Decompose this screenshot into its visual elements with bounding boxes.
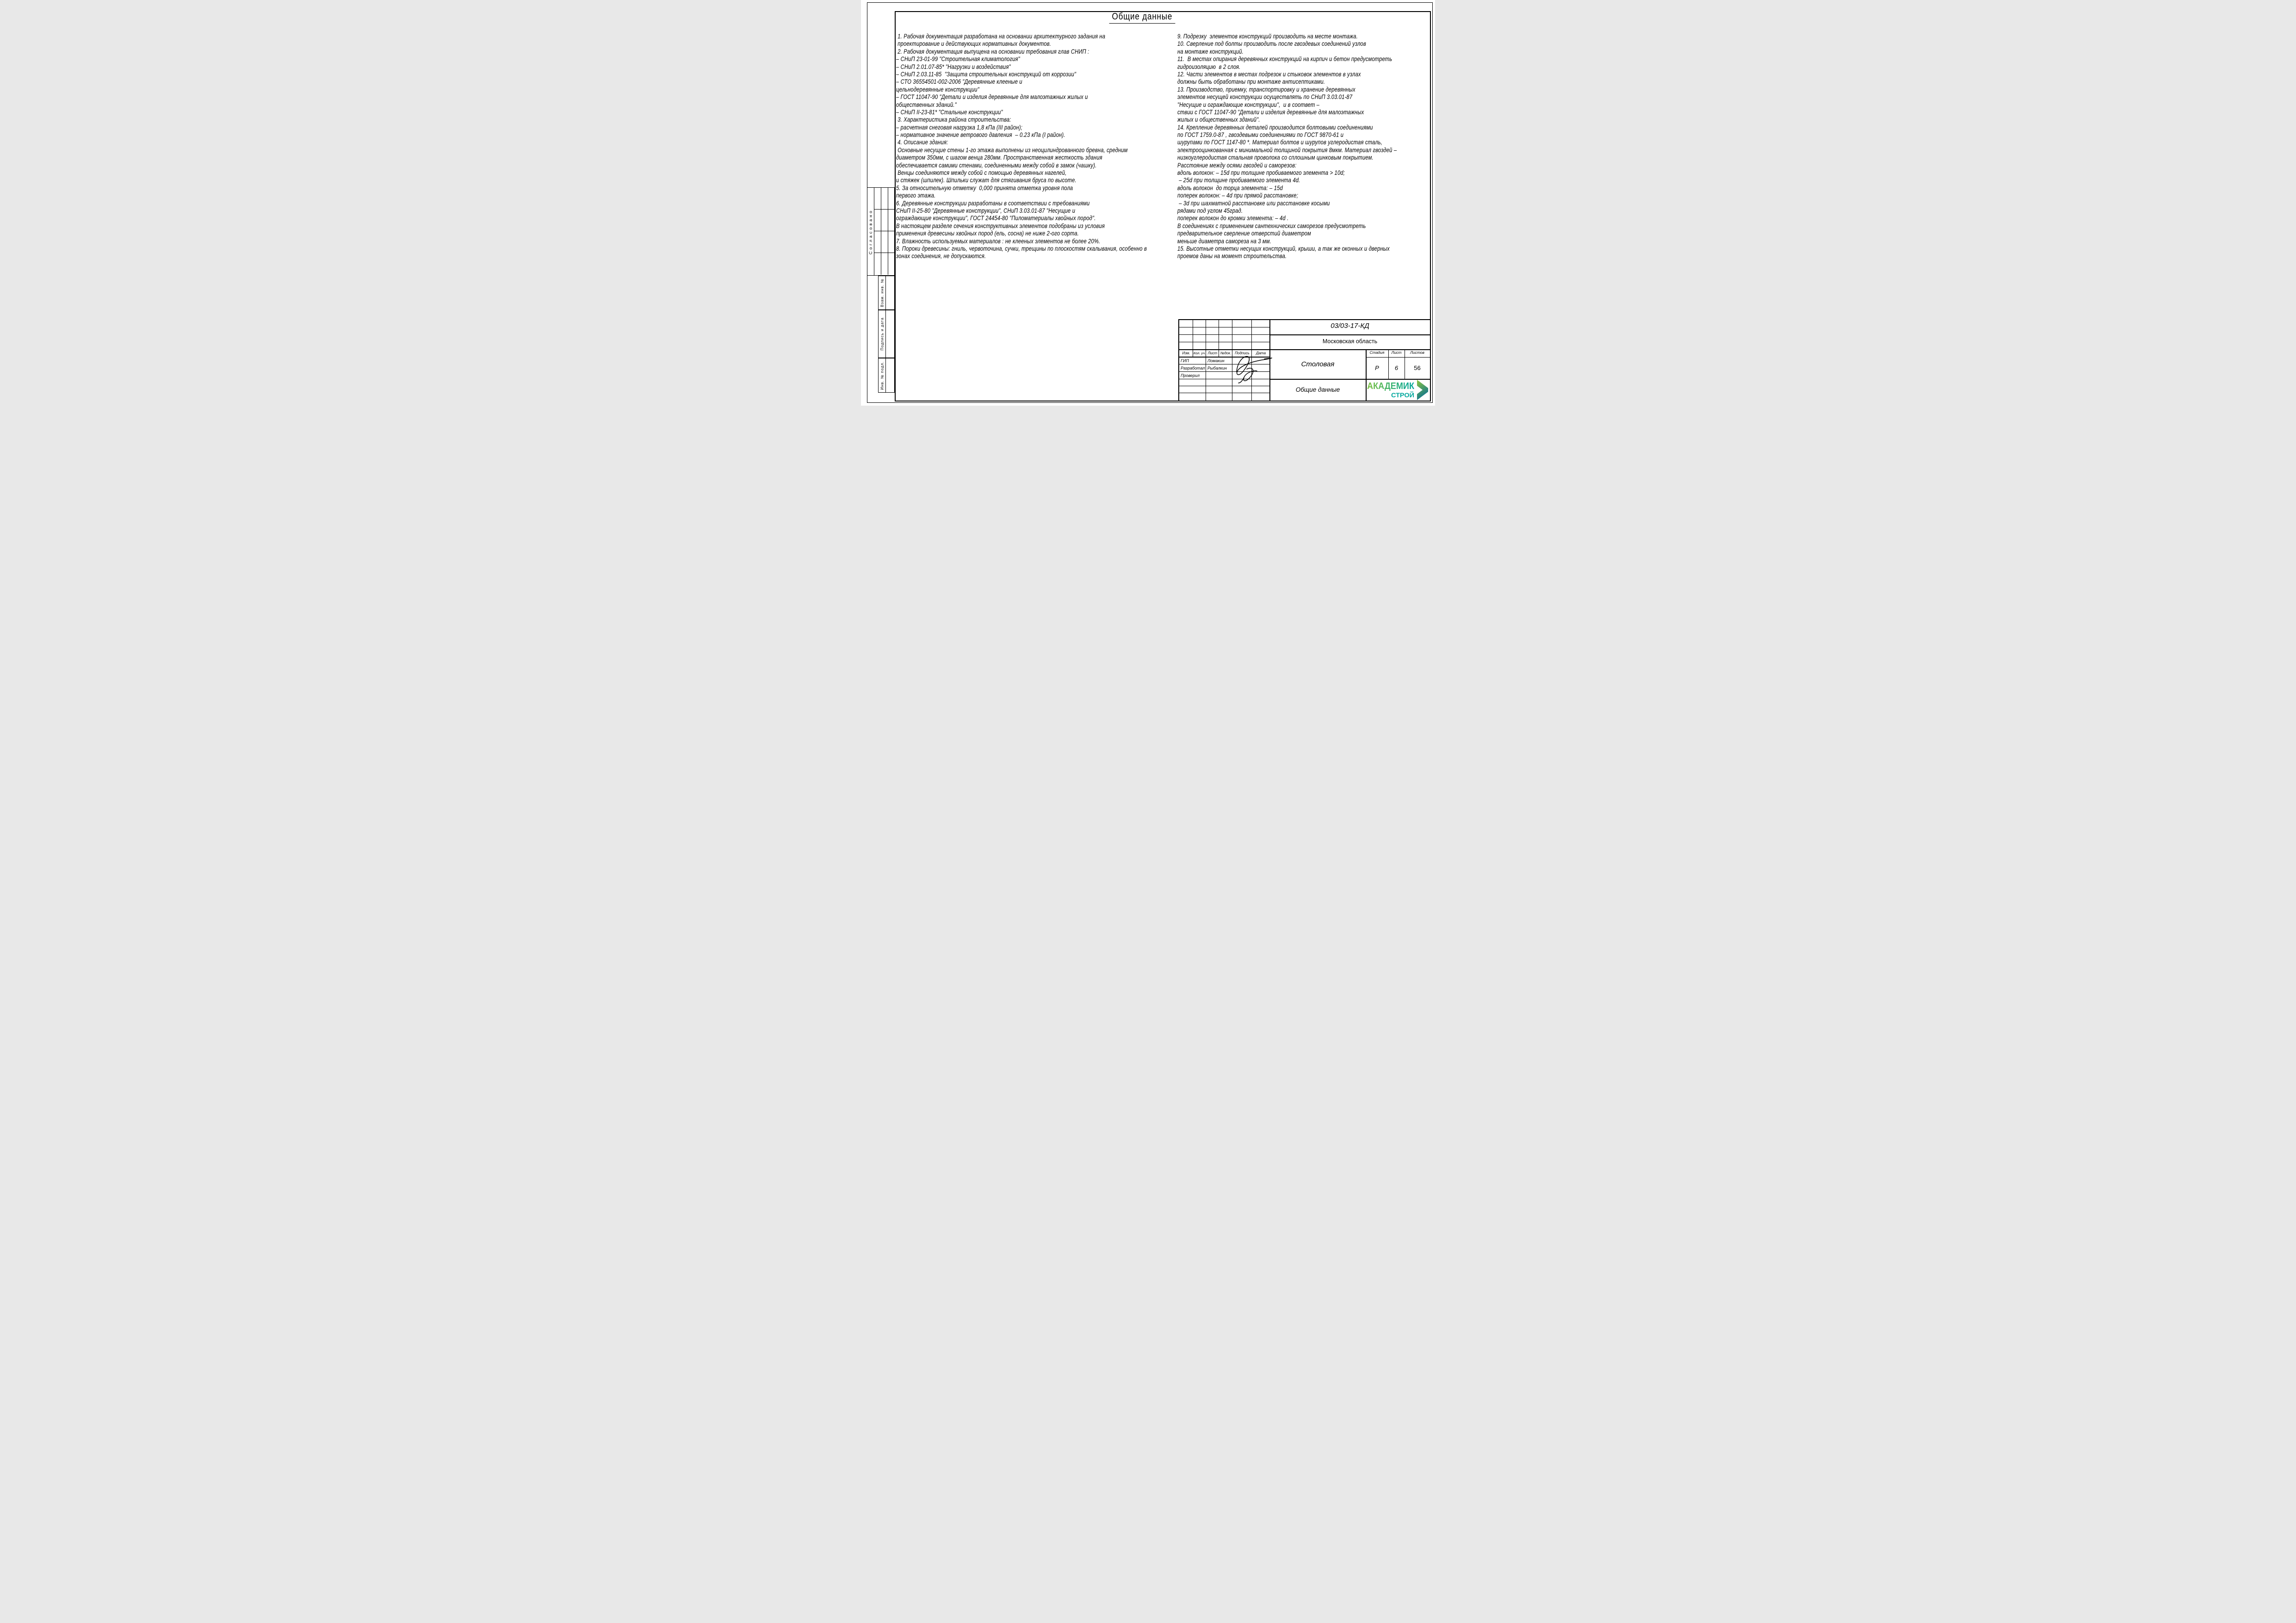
name-developed: Рыбалкин <box>1207 366 1227 370</box>
approval-grid <box>874 188 894 275</box>
object-name: Столовая <box>1301 360 1335 368</box>
col-data: Дата <box>1256 351 1266 355</box>
note-line: 15. Высотные отметки несущих конструкций, крыши, а так же оконных и дверных <box>1177 244 1390 252</box>
note-line: 3. Характеристика района строительства: <box>896 116 1011 123</box>
note-line: "Несущие и ограждающие конструкции", и в соответ – <box>1177 100 1320 108</box>
note-line: Основные несущие стены 1-го этажа выполнены из неоцилиндрованного бревна, средним <box>896 146 1128 154</box>
col-izm: Изм. <box>1182 351 1190 355</box>
note-line: ствии с ГОСТ 11047-90 "Детали и изделия деревянные для малоэтажных <box>1177 108 1364 116</box>
vzam-inv-label-cell <box>879 276 886 309</box>
note-line: поперек волокон до кромки элемента: – 4d . <box>1177 214 1289 222</box>
note-line: – нормативное значение ветрового давления – 0.23 кПа (I район). <box>896 131 1065 139</box>
note-line: – СНиП 23-01-99 "Строительная климатология" <box>896 55 1020 63</box>
note-line: должны быть обработаны при монтаже антисептиками. <box>1177 78 1325 86</box>
note-line: гидроизоляцию в 2 слоя. <box>1177 62 1241 70</box>
signature-date-empty-cell <box>886 310 894 358</box>
note-line: диаметром 350мм, с шагом венца 280мм. Пространственная жесткость здания <box>896 154 1102 161</box>
note-line: рядами под углом 45град. <box>1177 206 1243 214</box>
sheets-total: 56 <box>1414 364 1421 371</box>
akademik-stroy-logo <box>1367 379 1429 401</box>
sheet-number: 6 <box>1394 364 1399 371</box>
logo-word-akademik: АКАДЕМИК <box>1367 381 1415 391</box>
note-line: по ГОСТ 1759.0-87 , гвоздевыми соединениями по ГОСТ 9870-61 и <box>1177 131 1344 139</box>
signature-date-label: Подпись и дата <box>880 317 884 351</box>
col-kol-uch: Кол. уч. <box>1193 351 1206 355</box>
sheet-label: Лист <box>1391 350 1402 355</box>
note-line: предварительное сверление отверстий диаметром <box>1177 229 1311 237</box>
note-line: 5. За относительную отметку 0,000 принята отметка уровня пола <box>896 184 1073 191</box>
note-line: 4. Описание здания: <box>896 138 948 146</box>
signature-scribble <box>1230 353 1273 384</box>
note-line: Венцы соединяются между собой с помощью деревянных нагелей, <box>896 169 1067 177</box>
drawing-sheet <box>861 0 1435 406</box>
note-line: и стяжек (шпилек). Шпильки служат для стягивания бруса по высоте. <box>896 176 1077 184</box>
note-line: проектирование и действующих нормативных документов. <box>896 40 1052 48</box>
note-line: жилых и общественных зданий". <box>1177 116 1260 123</box>
note-line: на монтаже конструкций. <box>1177 47 1244 55</box>
approved-label-cell <box>867 188 874 275</box>
note-line: проемов даны на момент строительства. <box>1177 252 1287 260</box>
vzam-inv-label: Взам. инв. № <box>880 278 884 307</box>
note-line: 8. Пороки древесины: гниль, червоточина, сучки, трещины по плоскостям скалывания, особенно в <box>896 244 1147 252</box>
title-block <box>1178 319 1431 401</box>
col-ndok: №док. <box>1220 351 1232 355</box>
col-list: Лист <box>1207 351 1218 355</box>
note-line: 6. Деревянные конструкции разработаны в соответствии с требованиями <box>896 199 1090 207</box>
note-line: 10. Сверление под болты производить после гвоздевых соединений узлов <box>1177 40 1366 48</box>
note-line: низкоуглеродистая стальная проволока со сплошным цинковым покрытием. <box>1177 154 1374 161</box>
vzam-inv-block <box>878 276 895 310</box>
document-number: 03/03-17-КД <box>1331 322 1369 330</box>
note-line: применения древесины хвойных пород (ель, сосна) не ниже 2-ого сорта. <box>896 229 1079 237</box>
name-gip: Ломакин <box>1207 358 1225 363</box>
note-line: 2. Рабочая документация выпущена на основании требования глав СНИП : <box>896 47 1089 55</box>
general-notes-left-column <box>896 32 1147 260</box>
note-line: электрооцинкованная с минимальной толщиной покрытия 8мкм. Материал гвоздей – <box>1177 146 1397 154</box>
note-line: зонах соединения, не допускаются. <box>896 252 986 260</box>
note-line: 7. Влажность используемых материалов : не клееных элементов не более 20%. <box>896 237 1101 245</box>
note-line: первого этажа. <box>896 191 936 199</box>
stage-label: Стадия <box>1369 350 1385 355</box>
note-line: – СНиП II-23-81* "Стальные конструкции" <box>896 108 1003 116</box>
note-line: 14. Крепление деревянных деталей производится болтовыми соединениями <box>1177 123 1373 131</box>
inv-number-empty-cell <box>886 358 894 392</box>
logo-chevron-icon <box>1417 380 1428 400</box>
note-line: – расчетная снеговая нагрузка 1,8 кПа (III район); <box>896 123 1023 131</box>
note-line: обеспечивается самими стенами, соединенными между собой в замок (чашку). <box>896 161 1097 169</box>
note-line: – СТО 36554501-002-2006 "Деревянные клееные и <box>896 78 1022 86</box>
note-line: – СНиП 2.01.07-85* "Нагрузки и воздействия" <box>896 62 1011 70</box>
note-line: 11. В местах опирания деревянных конструкций на кирпич и бетон предусмотреть <box>1177 55 1392 63</box>
note-line: меньше диаметра самореза на 3 мм. <box>1177 237 1271 245</box>
page-title-text: Общие данные <box>1109 11 1176 24</box>
role-developed: Разработал <box>1181 366 1205 370</box>
note-line: поперек волокон: – 4d при прямой расстановке; <box>1177 191 1298 199</box>
note-line: шурупами по ГОСТ 1147-80 *. Материал болтов и шурупов углеродистая сталь, <box>1177 138 1383 146</box>
note-line: 13. Производство, приемку, транспортировку и хранение деревянных <box>1177 85 1355 93</box>
divider <box>1270 334 1430 335</box>
logo-word-stroy: СТРОЙ <box>1391 391 1414 399</box>
note-line: – 3d при шахматной расстановке или расстановке косыми <box>1177 199 1330 207</box>
approval-stamp-block <box>867 187 895 276</box>
inv-number-label-cell <box>879 358 886 392</box>
note-line: СНиП II-25-80 "Деревянные конструкции", СНиП 3.03.01-87 "Несущие и <box>896 206 1076 214</box>
approved-label: Согласовано <box>868 209 873 254</box>
note-line: элементов несущей конструкции осуществлять по СНиП 3.03.01-87 <box>1177 93 1353 101</box>
note-line: Расстояние между осями гвоздей и саморезов: <box>1177 161 1297 169</box>
note-line: вдоль волокон: – 15d при толщине пробиваемого элемента > 10d; <box>1177 169 1345 177</box>
note-line: – СНиП 2.03.11-85 "Защита строительных конструкций от коррозии" <box>896 70 1077 78</box>
page-title <box>895 11 1390 24</box>
general-notes-right-column <box>1177 32 1397 260</box>
signature-date-block <box>878 310 895 358</box>
note-line: ограждающие конструкции", ГОСТ 24454-80 "Пиломатериалы хвойных пород". <box>896 214 1096 222</box>
col-podpis: Подпись <box>1235 351 1250 355</box>
project-region: Московская область <box>1322 338 1378 345</box>
note-line: цельнодеревянные конструкции" <box>896 85 979 93</box>
note-line: 12. Части элементов в местах подрезок и стыковок элементов в узлах <box>1177 70 1361 78</box>
note-line: общественных зданий." <box>896 100 957 108</box>
note-line: вдоль волокон до торца элемента: – 15d <box>1177 184 1283 191</box>
signature-date-label-cell <box>879 310 886 358</box>
role-gip: ГИП <box>1181 358 1189 363</box>
note-line: – 25d при толщине пробиваемого элемента 4d. <box>1177 176 1300 184</box>
note-line: В настоящем разделе сечения конструктивных элементов подобраны из условия <box>896 222 1105 229</box>
stage-value: Р <box>1375 364 1379 371</box>
note-line: В соединениях с применением сантехнических саморезов предусмотреть <box>1177 222 1366 229</box>
note-line: 1. Рабочая документация разработана на основании архитектурного задания на <box>896 32 1106 40</box>
vzam-inv-empty-cell <box>886 276 894 309</box>
inv-number-block <box>878 358 895 393</box>
inv-number-label: Инв. № подл. <box>880 361 884 390</box>
sheets-label: Листов <box>1410 350 1424 355</box>
role-checked: Проверил <box>1181 373 1200 378</box>
note-line: 9. Подрезку элементов конструкций производить на месте монтажа. <box>1177 32 1358 40</box>
sheet-name: Общие данные <box>1295 386 1340 393</box>
note-line: – ГОСТ 11047-90 "Детали и изделия деревянные для малоэтажных жилых и <box>896 93 1088 101</box>
